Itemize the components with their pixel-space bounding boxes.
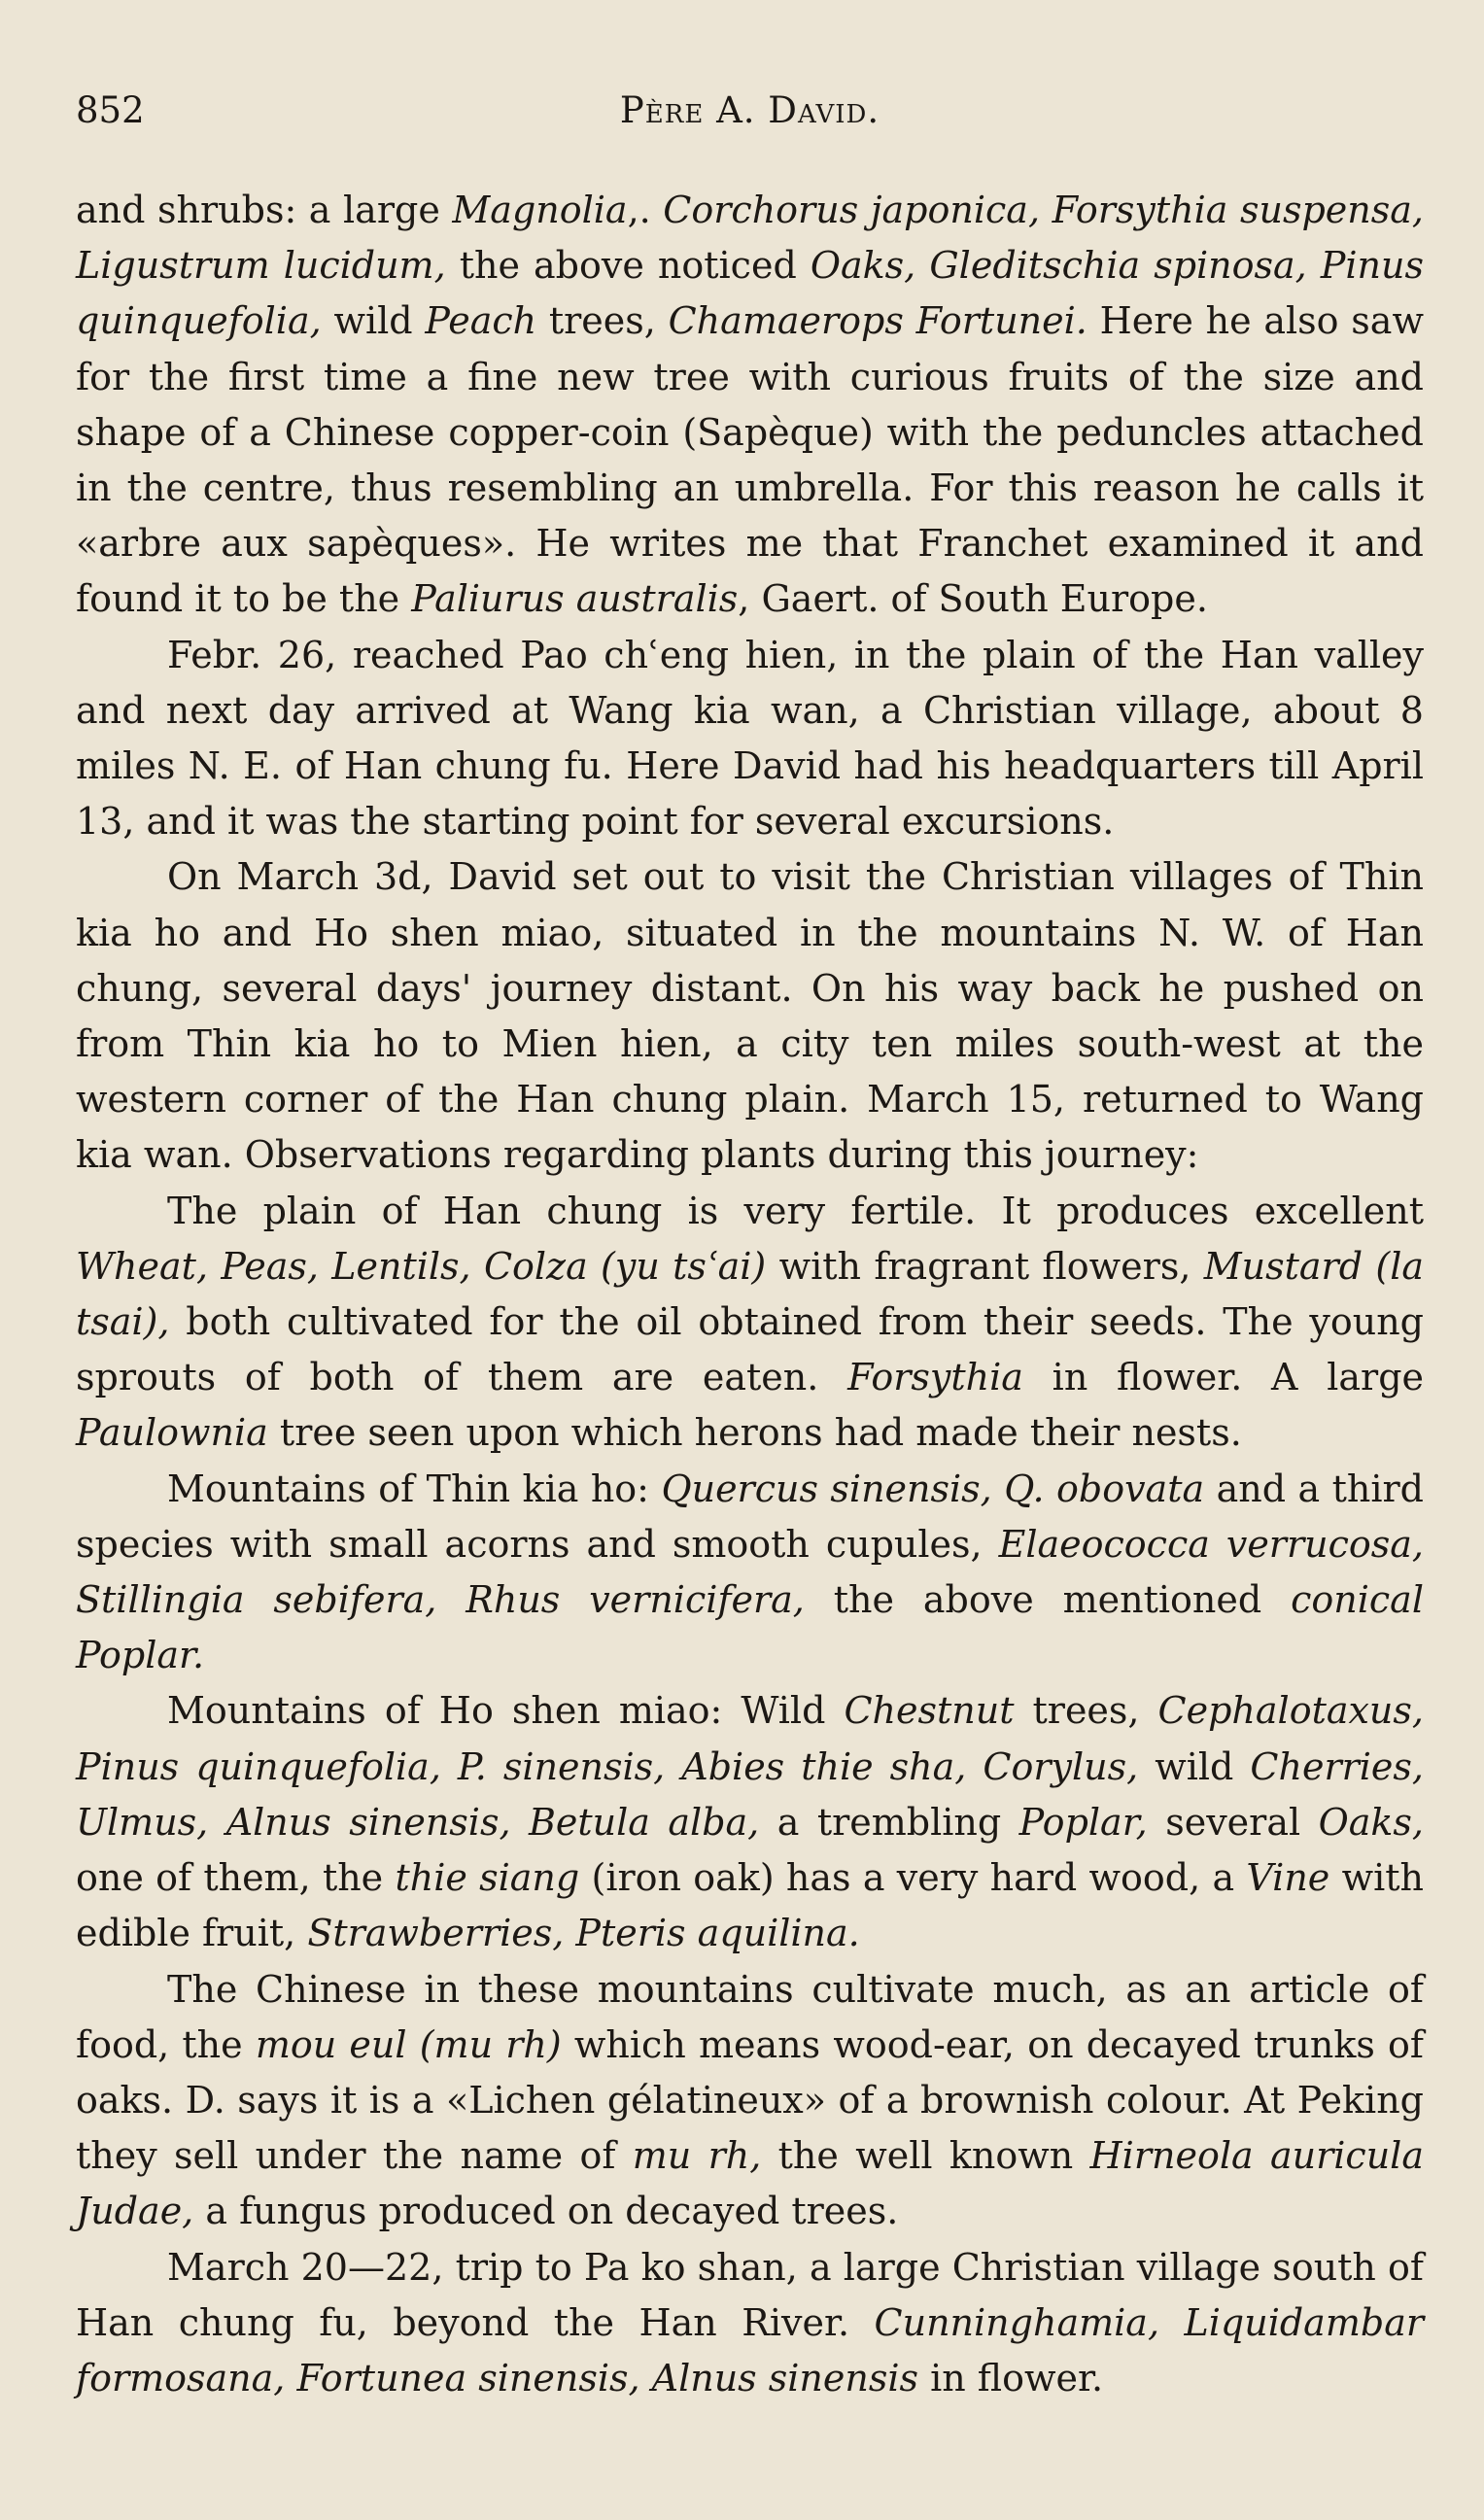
text-segment: in flower. xyxy=(918,2356,1104,2399)
italic-text: thie siang xyxy=(395,1856,580,1900)
italic-text: Oaks, xyxy=(1318,1800,1425,1844)
italic-text: Cherries, Ulmus, Alnus sinensis, Betula alba, xyxy=(76,1744,1424,1844)
text-segment: the above mentioned xyxy=(804,1578,1292,1622)
text-segment: and a third species with small acorns and smooth cupules, xyxy=(76,1467,1424,1566)
text-segment: Mountains of Thin kia ho: xyxy=(167,1467,662,1510)
text-segment: a trembling xyxy=(759,1800,1019,1844)
text-segment: in flower. A large xyxy=(1022,1356,1425,1399)
body-text xyxy=(76,183,1424,2406)
italic-text: Oaks, Gleditschia spinosa, Pinus quinquefolia, xyxy=(76,244,1424,343)
text-segment: both cultivated for the oil obtained from their seeds. The young sprouts of both of them are eaten. xyxy=(76,1300,1424,1399)
text-segment: March 20—22, trip to Pa ko shan, a large Christian village south of Han chung fu, beyond the Han River. xyxy=(76,2245,1424,2344)
text-segment: trees, xyxy=(1014,1689,1158,1733)
italic-text: Elaeococca verrucosa, Stillingia sebifera, Rhus vernicifera, xyxy=(76,1522,1425,1622)
italic-text: Cephalotaxus, Pinus quinquefolia, P. sinensis, Abies thie sha, Corylus, xyxy=(76,1689,1424,1788)
italic-text: Chestnut xyxy=(844,1689,1015,1733)
italic-text: Peach xyxy=(425,299,537,343)
italic-text: Quercus sinensis, Q. obovata xyxy=(661,1467,1205,1510)
italic-text: Poplar, xyxy=(1018,1800,1148,1844)
paragraph xyxy=(76,849,1424,1183)
italic-text: Chamaerops Fortunei. xyxy=(668,299,1087,343)
paragraph xyxy=(76,1683,1424,1961)
text-segment: On March 3d, David set out to visit the Christian villages of Thin kia ho and Ho shen miao, situated in the mountains N. W. of Han chung, several days' journey distant. On his way back he pushed on from Thin kia ho to Mien hien, a city ten miles south-west at the western corner of the Han chung plain. March 15, returned to Wang kia wan. Observations regarding plants during this journey: xyxy=(76,855,1424,1177)
italic-text: Wheat, Peas, Lentils, Colza (yu tsʿai) xyxy=(76,1244,767,1288)
text-segment: (iron oak) has a very hard wood, a xyxy=(579,1856,1247,1900)
text-segment: which means wood-ear, on decayed trunks of oaks. D. says it is a «Lichen gélatineux» of a brownish colour. At Peking they sell under the name of xyxy=(76,2022,1424,2178)
italic-text: mou eul (mu rh) xyxy=(255,2022,562,2066)
text-segment: , Gaert. of South Europe. xyxy=(738,577,1208,621)
italic-text: Paliurus australis xyxy=(411,577,739,621)
paragraph xyxy=(76,183,1424,628)
italic-text: conical Poplar. xyxy=(76,1578,1424,1677)
italic-text: Magnolia xyxy=(452,189,628,231)
text-segment: Febr. 26, reached Pao chʿeng hien, in the plain of the Han valley and next day arrived at Wang kia wan, a Christian village, about 8 miles N. E. of Han chung fu. Here David had his headquarters till April 13, and it was the starting point for several excursions. xyxy=(76,633,1424,844)
italic-text: Cunninghamia, Liquidambar formosana, Fortunea sinensis, Alnus sinensis xyxy=(76,2300,1425,2399)
text-segment: the well known xyxy=(761,2134,1090,2178)
text-segment: a fungus produced on decayed trees. xyxy=(193,2190,899,2233)
text-segment: The Chinese in these mountains cultivate much, as an article of food, the xyxy=(76,1967,1424,2066)
page-header xyxy=(76,89,1424,138)
italic-text: Hirneola auricula Judae, xyxy=(76,2134,1424,2233)
text-segment: the above noticed xyxy=(445,244,811,288)
text-segment: wild xyxy=(321,299,426,343)
text-segment: one of them, the xyxy=(76,1856,396,1900)
italic-text: Vine xyxy=(1246,1856,1330,1900)
text-segment: with fragrant flowers, xyxy=(766,1244,1204,1288)
italic-text: Strawberries, Pteris aquilina. xyxy=(307,1912,860,1955)
text-segment: trees, xyxy=(536,299,669,343)
paragraph xyxy=(76,1962,1424,2240)
page-number: 852 xyxy=(76,89,145,131)
paragraph xyxy=(76,1462,1424,1684)
paragraph xyxy=(76,2240,1424,2407)
text-segment: wild xyxy=(1138,1744,1251,1788)
italic-text: Corchorus japonica, Forsythia suspensa, Ligustrum lucidum, xyxy=(76,189,1424,288)
italic-text: Mustard (la tsai), xyxy=(76,1244,1424,1344)
running-head: Père A. David. xyxy=(619,89,880,131)
paragraph xyxy=(76,1184,1424,1462)
italic-text: Paulownia xyxy=(76,1411,268,1455)
paragraph xyxy=(76,628,1424,850)
text-segment: and shrubs: a large xyxy=(76,189,453,231)
text-segment: several xyxy=(1147,1800,1319,1844)
text-segment: with edible fruit, xyxy=(76,1856,1424,1955)
text-segment: The plain of Han chung is very fertile. It produces excellent xyxy=(167,1189,1424,1232)
text-segment: tree seen upon which herons had made their nests. xyxy=(267,1411,1242,1455)
text-segment: Mountains of Ho shen miao: Wild xyxy=(167,1689,845,1733)
italic-text: Forsythia xyxy=(847,1356,1023,1399)
text-segment: Here he also saw for the first time a fine new tree with curious fruits of the size and shape of a Chinese copper-coin (Sapèque) with the peduncles attached in the centre, thus resembling an umbrella. For this reason he calls it «arbre aux sapèques». He writes me that Franchet examined it and found it to be the xyxy=(76,299,1424,621)
text-segment: ,. xyxy=(627,189,664,231)
italic-text: mu rh, xyxy=(632,2134,762,2178)
